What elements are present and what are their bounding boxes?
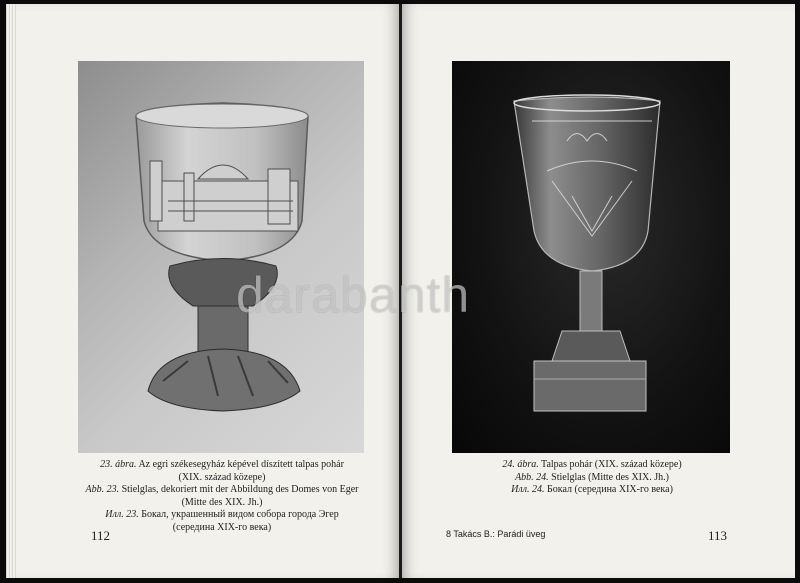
caption-hu-text: Az egri székesegyház képével díszített talpas pohár <box>138 459 344 470</box>
caption-ru-number: Илл. 23. <box>105 509 139 520</box>
page-edges <box>6 4 16 578</box>
caption-de-text: Stielglas (Mitte des XIX. Jh.) <box>551 471 669 483</box>
caption-ru-text: Бокал, украшенный видом собора города Эгер <box>141 509 339 520</box>
caption-hu-number: 24. ábra. <box>502 459 539 470</box>
page-number-right: 113 <box>708 528 728 543</box>
caption-ru-text: Бокал (середина XIX-го века) <box>547 484 673 495</box>
caption-hu-number: 23. ábra. <box>100 459 137 470</box>
caption-de-number: Abb. 24. <box>515 471 549 483</box>
left-page <box>6 4 399 578</box>
figure-caption-24 <box>442 459 742 497</box>
photo-goblet-cathedral <box>78 61 364 453</box>
goblet-footed-illustration <box>452 61 730 453</box>
right-page <box>402 4 795 578</box>
page-footer: 8 Takács B.: Parádi üveg <box>446 529 546 539</box>
page-number-left: 112 <box>91 528 111 543</box>
photo-goblet-footed <box>452 61 730 453</box>
goblet-cathedral-illustration <box>78 61 364 453</box>
caption-de-sub: (Mitte des XIX. Jh.) <box>181 496 263 508</box>
caption-ru-sub: (середина XIX-го века) <box>172 521 272 533</box>
caption-de-number: Abb. 23. <box>85 484 120 495</box>
watermark-text: darabanth <box>236 267 471 323</box>
figure-caption-23 <box>66 459 378 534</box>
caption-ru-number: Илл. 24. <box>511 484 545 495</box>
book-spread <box>6 4 795 578</box>
caption-de-text: Stielglas, dekoriert mit der Abbildung des Domes von Eger <box>121 484 359 495</box>
caption-hu-sub: (XIX. század közepe) <box>178 471 266 483</box>
caption-hu-text: Talpas pohár (XIX. század közepe) <box>541 459 682 470</box>
